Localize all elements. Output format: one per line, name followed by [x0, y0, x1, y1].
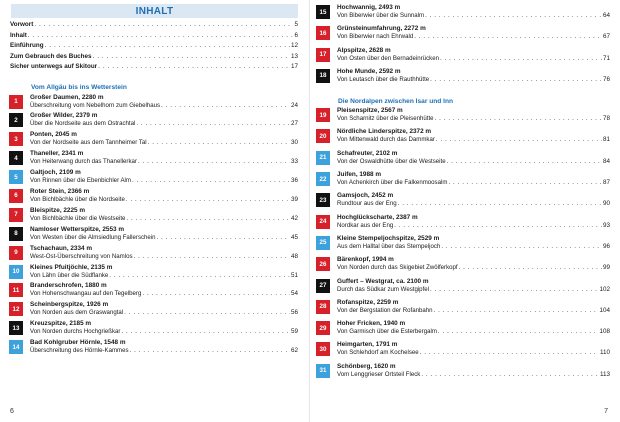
tour-page: 24	[290, 101, 298, 109]
tour-route-desc: Von Leutasch über die Rauthhütte	[337, 75, 430, 83]
tour-route-desc: Von Hohenschwangau auf den Tegelberg	[30, 290, 142, 298]
tour-entry[interactable]	[9, 169, 298, 188]
tour-entry[interactable]	[316, 363, 610, 384]
tour-page: 102	[599, 285, 610, 293]
tour-page: 36	[290, 177, 298, 185]
tour-route	[337, 264, 610, 272]
dot-leader	[447, 158, 602, 166]
tour-route-desc: Durch das Südkar zum Westgipfel	[337, 285, 430, 293]
tour-number-badge: 23	[316, 193, 330, 207]
tour-text	[337, 25, 610, 41]
tour-entry[interactable]	[316, 278, 610, 299]
tour-page: 64	[602, 12, 610, 19]
tour-entry[interactable]	[9, 94, 298, 113]
tour-number-badge: 24	[316, 215, 330, 229]
tour-number-badge: 5	[9, 170, 23, 184]
toc-entry-label: Vorwort	[10, 21, 34, 28]
tour-route-desc: Von Scharnitz über die Pleisenhütte	[337, 115, 434, 123]
tour-name: Guffert – Westgrat, ca. 2100 m	[337, 277, 429, 285]
tour-text	[337, 150, 610, 166]
tour-route	[30, 253, 298, 261]
dot-leader	[28, 32, 294, 39]
tour-text	[337, 278, 610, 294]
tour-route-desc: Von Westen über die Almsiedlung Fallerschein	[30, 233, 156, 241]
tour-page: 54	[290, 290, 298, 298]
tour-route	[30, 290, 298, 298]
tour-entry[interactable]	[316, 47, 610, 68]
tour-text	[337, 256, 610, 272]
tour-page: 84	[602, 157, 610, 165]
tour-entry[interactable]	[9, 112, 298, 131]
tour-route	[337, 179, 610, 187]
tour-route	[337, 349, 610, 357]
tour-page: 71	[602, 54, 610, 62]
tour-number-badge: 29	[316, 321, 330, 335]
tour-name: Rofanspitze, 2259 m	[337, 298, 399, 306]
tour-name: Hochglückscharte, 2387 m	[337, 213, 418, 221]
tour-number-badge: 20	[316, 129, 330, 143]
tour-entry[interactable]	[316, 128, 610, 149]
tour-name: Bärenkopf, 1994 m	[337, 256, 394, 264]
tour-name: Tschachaun, 2334 m	[30, 244, 93, 252]
dot-leader	[438, 328, 599, 336]
tour-name: Juifen, 1988 m	[337, 171, 382, 179]
tour-list-left	[9, 94, 298, 358]
tour-route	[30, 196, 298, 204]
tour-number-badge: 28	[316, 300, 330, 314]
tour-name: Scheinbergspitze, 1926 m	[30, 301, 109, 309]
toc-entry[interactable]	[10, 53, 298, 64]
tour-page: 42	[290, 214, 298, 222]
tour-number-badge: 9	[9, 246, 23, 260]
toc-entry-page: 5	[294, 21, 298, 28]
tour-entry[interactable]	[9, 301, 298, 320]
tour-route	[337, 307, 610, 315]
tour-entry[interactable]	[9, 264, 298, 283]
section-title-nordalpen: Die Nordalpen zwischen Isar und Inn	[338, 98, 454, 106]
tour-page: 33	[290, 158, 298, 166]
tour-route-desc: Von der Oswaldhütte über die Westseite	[337, 157, 446, 165]
tour-route	[337, 243, 610, 251]
dot-leader	[134, 253, 290, 261]
tour-route-desc: Von der Bergstation der Rofanbahn	[337, 306, 433, 314]
tour-entry[interactable]	[316, 107, 610, 128]
tour-route	[337, 136, 610, 144]
tour-text	[30, 339, 298, 355]
tour-text	[30, 112, 298, 128]
tour-text	[337, 214, 610, 230]
tour-route	[337, 200, 610, 208]
tour-name: Kleine Stempeljochspitze, 2529 m	[337, 234, 440, 242]
tour-route	[30, 120, 298, 128]
tour-name: Kleines Pfuitjöchle, 2135 m	[30, 263, 113, 271]
dot-leader	[435, 115, 602, 123]
toc-entry-label: Zum Gebrauch des Buches	[10, 52, 92, 60]
tour-number-badge: 18	[316, 69, 330, 83]
tour-page: 62	[290, 347, 298, 355]
tour-text	[30, 188, 298, 204]
tour-route	[30, 102, 298, 110]
tour-name: Schafreuter, 2102 m	[337, 149, 398, 157]
tour-route-desc: Von Osten über den Bernadeinrücken	[337, 54, 439, 62]
tour-route	[337, 12, 610, 20]
dot-leader	[45, 42, 290, 49]
tour-number-badge: 13	[9, 321, 23, 335]
tour-entry[interactable]	[316, 68, 610, 89]
toc-entry[interactable]	[10, 32, 298, 43]
toc-entry[interactable]	[10, 63, 298, 74]
tour-entry[interactable]	[316, 256, 610, 277]
tour-text	[30, 169, 298, 185]
tour-entry[interactable]	[9, 150, 298, 169]
tour-text	[337, 363, 610, 379]
toc-entry-label: Inhalt	[10, 31, 27, 39]
tour-route	[30, 347, 298, 355]
tour-name: Schönberg, 1620 m	[337, 362, 396, 370]
dot-leader	[138, 158, 290, 166]
tour-page: 30	[290, 139, 298, 147]
tour-page: 108	[599, 328, 610, 336]
tour-text	[337, 107, 610, 123]
tour-entry[interactable]	[316, 299, 610, 320]
tour-number-badge: 17	[316, 48, 330, 62]
tour-entry[interactable]	[9, 226, 298, 245]
tour-name: Pleisenspitze, 2567 m	[337, 107, 403, 115]
tour-route	[337, 55, 610, 63]
tour-name: Thaneller, 2341 m	[30, 150, 84, 158]
dot-leader	[142, 290, 290, 298]
toc-entry[interactable]	[10, 42, 298, 53]
tour-route	[30, 177, 298, 185]
dot-leader	[398, 200, 602, 208]
tour-page: 56	[290, 309, 298, 317]
dot-leader	[126, 215, 290, 223]
dot-leader	[394, 222, 602, 230]
tour-number-badge: 15	[316, 5, 330, 19]
dot-leader	[148, 139, 290, 147]
tour-text	[30, 131, 298, 147]
tour-page: 113	[599, 370, 610, 378]
tour-number-badge: 16	[316, 26, 330, 40]
tour-name: Hochwannig, 2493 m	[337, 4, 401, 11]
tour-page: 48	[290, 252, 298, 260]
tour-number-badge: 12	[9, 302, 23, 316]
tour-entry[interactable]	[9, 282, 298, 301]
tour-route	[30, 158, 298, 166]
tour-route-desc: Von Heiterwang durch das Thanellerkar	[30, 158, 137, 166]
tour-page: 78	[602, 115, 610, 123]
tour-number-badge: 27	[316, 279, 330, 293]
tour-route-desc: West-Ost-Überschreitung von Namlos	[30, 252, 133, 260]
tour-entry[interactable]	[9, 207, 298, 226]
tour-name: Roter Stein, 2366 m	[30, 187, 90, 195]
tour-text	[337, 4, 610, 20]
dot-leader	[441, 243, 602, 251]
dot-leader	[109, 272, 290, 280]
tour-entry[interactable]	[9, 339, 298, 358]
tour-route	[337, 222, 610, 230]
dot-leader	[448, 179, 602, 187]
dot-leader	[434, 307, 599, 315]
tour-name: Alpspitze, 2628 m	[337, 46, 391, 54]
tour-route-desc: Von Lähn über die Südflanke	[30, 271, 109, 279]
tour-page: 81	[602, 136, 610, 144]
tour-list-right-top	[316, 4, 610, 89]
dot-leader	[93, 53, 290, 60]
dot-leader	[430, 286, 598, 294]
tour-name: Großer Wilder, 2379 m	[30, 112, 98, 120]
tour-number-badge: 10	[9, 265, 23, 279]
tour-route	[337, 76, 610, 84]
tour-entry[interactable]	[316, 214, 610, 235]
tour-number-badge: 22	[316, 172, 330, 186]
tour-entry[interactable]	[316, 235, 610, 256]
section-title-allgaeu: Vom Allgäu bis ins Wetterstein	[31, 83, 127, 91]
tour-page: 90	[602, 200, 610, 208]
tour-page: 93	[602, 221, 610, 229]
tour-number-badge: 14	[9, 340, 23, 354]
tour-route	[30, 234, 298, 242]
tour-route-desc: Von Achenkirch über die Falkenmoosalm	[337, 179, 448, 187]
tour-entry[interactable]	[9, 245, 298, 264]
tour-text	[30, 226, 298, 242]
toc-entry-label: Einführung	[10, 42, 44, 49]
tour-route-desc: Vom Lenggrieser Ortsteil Fleck	[337, 370, 421, 378]
tour-route-desc: Von der Nordseite aus dem Tannheimer Tal	[30, 139, 147, 147]
dot-leader	[459, 264, 602, 272]
tour-route-desc: Von Norden durch das Skigebiet Zwölferkopf	[337, 264, 458, 272]
tour-name: Kreuzspitze, 2185 m	[30, 320, 92, 328]
dot-leader	[121, 328, 290, 336]
tour-entry[interactable]	[9, 188, 298, 207]
tour-route-desc: Rundtour aus der Eng	[337, 200, 397, 208]
tour-route-desc: Von Bichlbächle über die Nordseite	[30, 195, 125, 203]
tour-text	[337, 68, 610, 84]
dot-leader	[34, 21, 293, 28]
dot-leader	[421, 371, 599, 379]
tour-route-desc: Von Bichlbächle über die Westseite	[30, 214, 126, 222]
tour-list-right-bottom	[316, 107, 610, 384]
tour-name: Branderschrofen, 1880 m	[30, 282, 107, 290]
tour-route-desc: Von Biberwier über die Sunnalm	[337, 12, 425, 19]
tour-text	[30, 320, 298, 336]
tour-route	[337, 328, 610, 336]
tour-number-badge: 3	[9, 132, 23, 146]
tour-page: 51	[290, 271, 298, 279]
tour-name: Namloser Wetterspitze, 2553 m	[30, 225, 125, 233]
tour-text	[337, 47, 610, 63]
front-matter-list	[10, 21, 298, 74]
tour-number-badge: 6	[9, 189, 23, 203]
tour-route-desc: Von Rinnen über die Ebenbichler Alm	[30, 177, 131, 185]
tour-text	[30, 94, 298, 110]
tour-number-badge: 2	[9, 113, 23, 127]
tour-text	[337, 299, 610, 315]
tour-number-badge: 7	[9, 208, 23, 222]
tour-name: Bleispitze, 2225 m	[30, 206, 86, 214]
tour-name: Heimgarten, 1791 m	[337, 341, 398, 349]
tour-route	[337, 371, 610, 379]
tour-number-badge: 19	[316, 108, 330, 122]
tour-page: 96	[602, 242, 610, 250]
dot-leader	[436, 136, 602, 144]
tour-route-desc: Von Schlehdorf am Kochelsee	[337, 349, 419, 357]
tour-route-desc: Nordkar aus der Eng	[337, 221, 394, 229]
tour-route-desc: Von Biberwier nach Ehrwald	[337, 33, 414, 41]
tour-text	[337, 171, 610, 187]
tour-entry[interactable]	[316, 25, 610, 46]
tour-page: 110	[599, 349, 610, 357]
tour-route-desc: Aus dem Halltal über das Stempeljoch	[337, 242, 441, 250]
page-gutter	[309, 0, 310, 422]
tour-route	[337, 286, 610, 294]
tour-route	[30, 309, 298, 317]
tour-page: 27	[290, 120, 298, 128]
tour-route	[30, 215, 298, 223]
tour-text	[337, 192, 610, 208]
toc-entry-page: 12	[290, 42, 298, 49]
tour-route	[30, 328, 298, 336]
tour-number-badge: 26	[316, 257, 330, 271]
toc-entry-page: 13	[290, 52, 298, 60]
tour-route	[337, 33, 610, 41]
tour-entry[interactable]	[9, 320, 298, 339]
tour-number-badge: 30	[316, 342, 330, 356]
dot-leader	[440, 55, 602, 63]
toc-entry-page: 6	[294, 31, 298, 39]
tour-number-badge: 21	[316, 151, 330, 165]
tour-route-desc: Von Norden aus dem Graswangtal	[30, 309, 124, 317]
tour-route-desc: Über die Nordseite aus dem Ostrachtal	[30, 120, 136, 128]
page-number-left: 6	[10, 408, 14, 415]
tour-route	[30, 139, 298, 147]
tour-route-desc: Von Norden durchs Hochgrießkar	[30, 328, 121, 336]
dot-leader	[98, 63, 290, 70]
tour-name: Nördliche Linderspitze, 2372 m	[337, 128, 432, 136]
dot-leader	[136, 120, 290, 128]
tour-text	[30, 264, 298, 280]
tour-name: Hoher Fricken, 1940 m	[337, 320, 406, 328]
tour-entry[interactable]	[316, 192, 610, 213]
tour-name: Ponten, 2045 m	[30, 131, 77, 139]
tour-route	[30, 272, 298, 280]
tour-name: Gamsjoch, 2452 m	[337, 192, 394, 200]
tour-page: 67	[602, 33, 610, 41]
tour-entry[interactable]	[316, 320, 610, 341]
dot-leader	[430, 76, 602, 84]
tour-number-badge: 4	[9, 151, 23, 165]
toc-entry[interactable]	[10, 21, 298, 32]
dot-leader	[157, 234, 290, 242]
contents-title: INHALT	[135, 5, 174, 17]
dot-leader	[420, 349, 599, 357]
tour-entry[interactable]	[316, 150, 610, 171]
tour-page: 39	[290, 195, 298, 203]
tour-entry[interactable]	[316, 171, 610, 192]
dot-leader	[161, 102, 290, 110]
tour-page: 59	[290, 328, 298, 336]
tour-name: Großer Daumen, 2280 m	[30, 93, 104, 101]
tour-name: Bad Kohlgruber Hörnle, 1548 m	[30, 339, 126, 347]
tour-text	[30, 245, 298, 261]
page-number-right: 7	[604, 408, 608, 415]
contents-header	[11, 4, 298, 18]
tour-text	[30, 301, 298, 317]
tour-text	[30, 207, 298, 223]
tour-text	[337, 128, 610, 144]
tour-text	[337, 320, 610, 336]
tour-route-desc: Von Garmisch über die Esterbergalm	[337, 328, 437, 336]
tour-text	[337, 341, 610, 357]
tour-number-badge: 25	[316, 236, 330, 250]
tour-entry[interactable]	[9, 131, 298, 150]
tour-route-desc: Von Mittenwald durch das Dammkar	[337, 136, 435, 144]
tour-route-desc: Überschreitung des Hörnle-Kammes	[30, 347, 129, 355]
left-page	[0, 0, 308, 422]
tour-entry[interactable]	[316, 341, 610, 362]
dot-leader	[132, 177, 290, 185]
tour-page: 99	[602, 264, 610, 272]
tour-route	[337, 158, 610, 166]
tour-number-badge: 1	[9, 95, 23, 109]
dot-leader	[414, 33, 602, 41]
tour-name: Grünsteinumfahrung, 2272 m	[337, 25, 426, 33]
dot-leader	[126, 196, 290, 204]
tour-page: 104	[599, 306, 610, 314]
tour-route-desc: Überschreitung vom Nebelhorn zum Giebelhaus	[30, 101, 161, 109]
tour-name: Galtjoch, 2109 m	[30, 169, 81, 177]
toc-entry-label: Sicher unterwegs auf Skitour	[10, 63, 98, 70]
tour-number-badge: 11	[9, 283, 23, 297]
tour-page: 87	[602, 179, 610, 187]
tour-entry[interactable]	[316, 4, 610, 25]
tour-name: Hohe Munde, 2592 m	[337, 67, 401, 75]
right-page	[312, 0, 620, 422]
tour-text	[337, 235, 610, 251]
dot-leader	[124, 309, 290, 317]
dot-leader	[130, 347, 290, 355]
tour-page: 45	[290, 233, 298, 241]
tour-text	[30, 150, 298, 166]
toc-entry-page: 17	[290, 63, 298, 70]
tour-number-badge: 31	[316, 364, 330, 378]
dot-leader	[425, 12, 602, 20]
tour-text	[30, 282, 298, 298]
tour-number-badge: 8	[9, 227, 23, 241]
tour-page: 76	[602, 75, 610, 83]
tour-route	[337, 115, 610, 123]
